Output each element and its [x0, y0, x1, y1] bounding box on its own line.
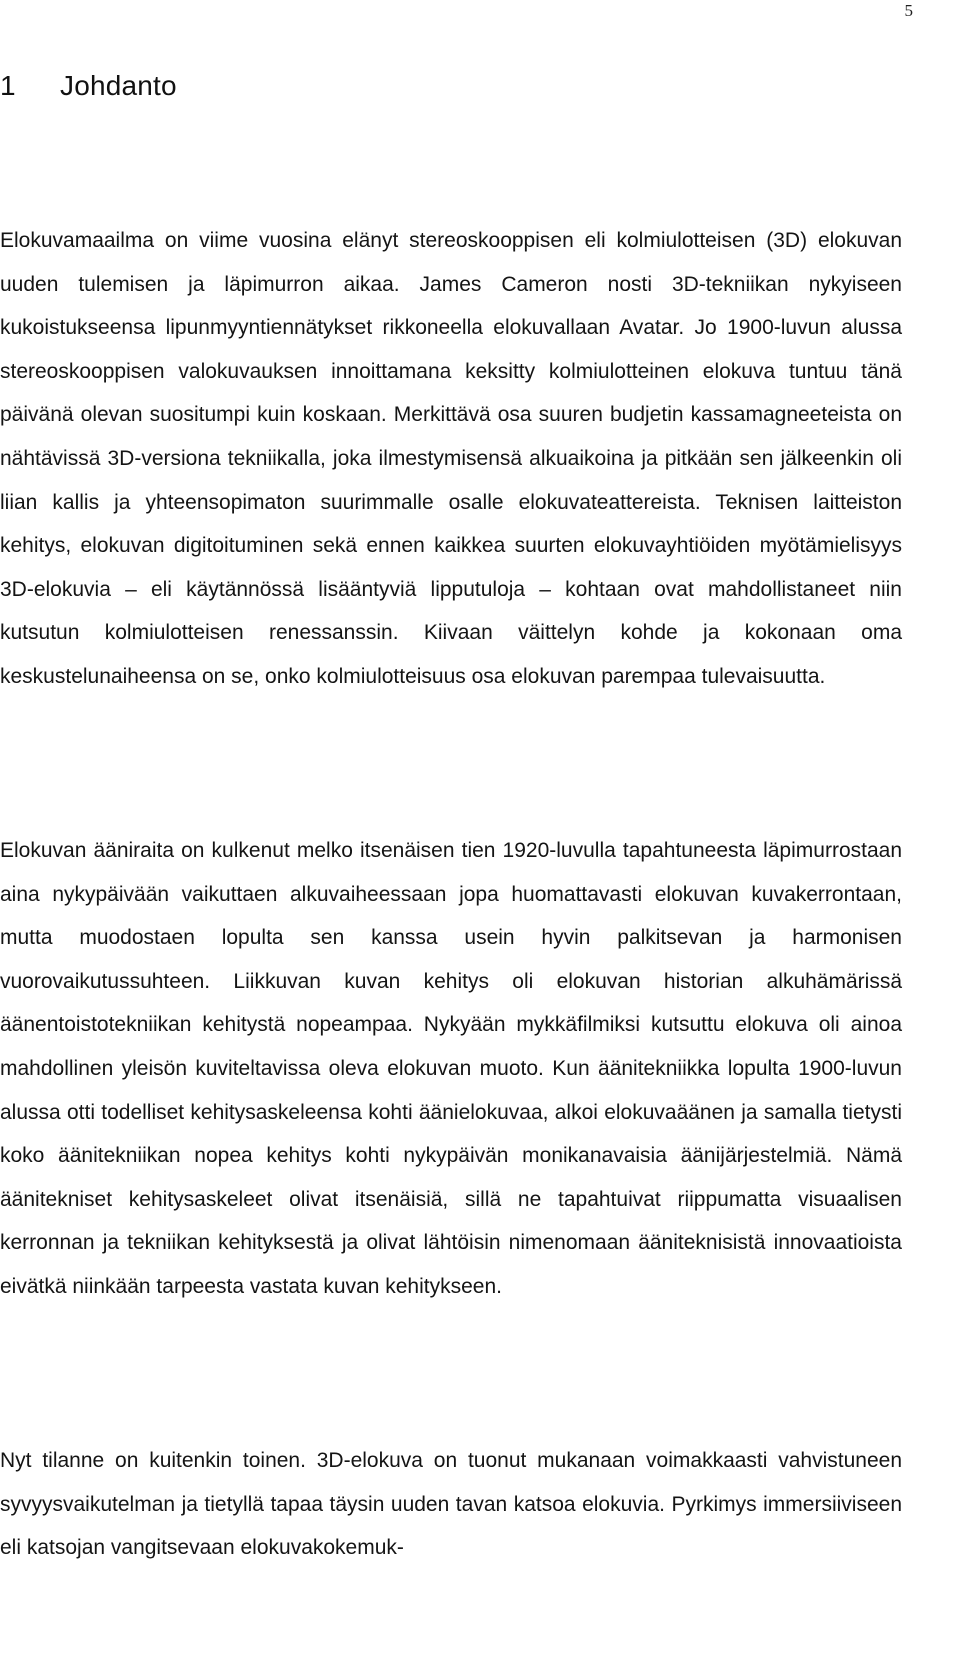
chapter-title: Johdanto [60, 70, 177, 101]
body-paragraph-2: Elokuvan ääniraita on kulkenut melko itsenäisen tien 1920-luvulla tapahtuneesta läpimurrostaan aina nykypäivään vaikuttaen alkuvaiheessaan jopa huomattavasti elokuvan kuvakerrontaan, mutta muodostaen lopulta sen kanssa usein hyvin palkitsevan ja harmonisen vuorovaikutussuhteen. Liikkuvan kuvan kehitys oli elokuvan historian alkuhämärissä äänentoistotekniikan kehitystä nopeampaa. Nykyään mykkäfilmiksi kutsuttu elokuva oli ainoa mahdollinen yleisön kuviteltavissa oleva elokuvan muoto. Kun äänitekniikka lopulta 1900-luvun alussa otti todelliset kehitysaskeleensa kohti äänielokuvaa, alkoi elokuvaäänen ja samalla tietysti koko äänitekniikan nopea kehitys kohti nykypäivän monikanavaisia äänijärjestelmiä. Nämä äänitekniset kehitysaskeleet olivat itsenäisiä, sillä ne tapahtuivat riippumatta visuaalisen kerronnan ja tekniikan kehityksestä ja olivat lähtöisin nimenomaan ääniteknisistä innovaatioista eivätkä niinkään tarpeesta vastata kuvan kehitykseen. [0, 839, 902, 1298]
body-paragraph-3: Nyt tilanne on kuitenkin toinen. 3D-elokuva on tuonut mukanaan voimakkaasti vahvistuneen syvyysvaikutelman ja tietyllä tapaa täysin uuden tavan katsoa elokuvia. Pyrkimys immersiiviseen eli katsojan vangitsevaan elokuvakokemuk- [0, 1449, 902, 1560]
chapter-heading [0, 68, 177, 104]
chapter-number: 1 [0, 70, 16, 101]
page-number: 5 [904, 1, 913, 20]
body-paragraph-1: Elokuvamaailma on viime vuosina elänyt stereoskooppisen eli kolmiulotteisen (3D) elokuvan uuden tulemisen ja läpimurron aikaa. James Cameron nosti 3D-tekniikan nykyiseen kukoistukseensa lipunmyyntiennätykset rikkoneella elokuvallaan Avatar. Jo 1900-luvun alussa stereoskooppisen valokuvauksen innoittamana keksitty kolmiulotteinen elokuva tuntuu tänä päivänä olevan suositumpi kuin koskaan. Merkittävä osa suuren budjetin kassamagneeteista on nähtävissä 3D-versiona tekniikalla, joka ilmestymisensä alkuaikoina ja pitkään sen jälkeenkin oli liian kallis ja yhteensopimaton suurimmalle osalle elokuvateattereista. Teknisen laitteiston kehitys, elokuvan digitoituminen sekä ennen kaikkea suurten elokuvayhtiöiden myötämielisyys 3D-elokuvia – eli käytännössä lisääntyviä lipputuloja – kohtaan ovat mahdollistaneet niin kutsutun kolmiulotteisen renessanssin. Kiivaan väittelyn kohde ja kokonaan oma keskustelunaiheensa on se, onko kolmiulotteisuus osa elokuvan parempaa tulevaisuutta. [0, 229, 902, 688]
